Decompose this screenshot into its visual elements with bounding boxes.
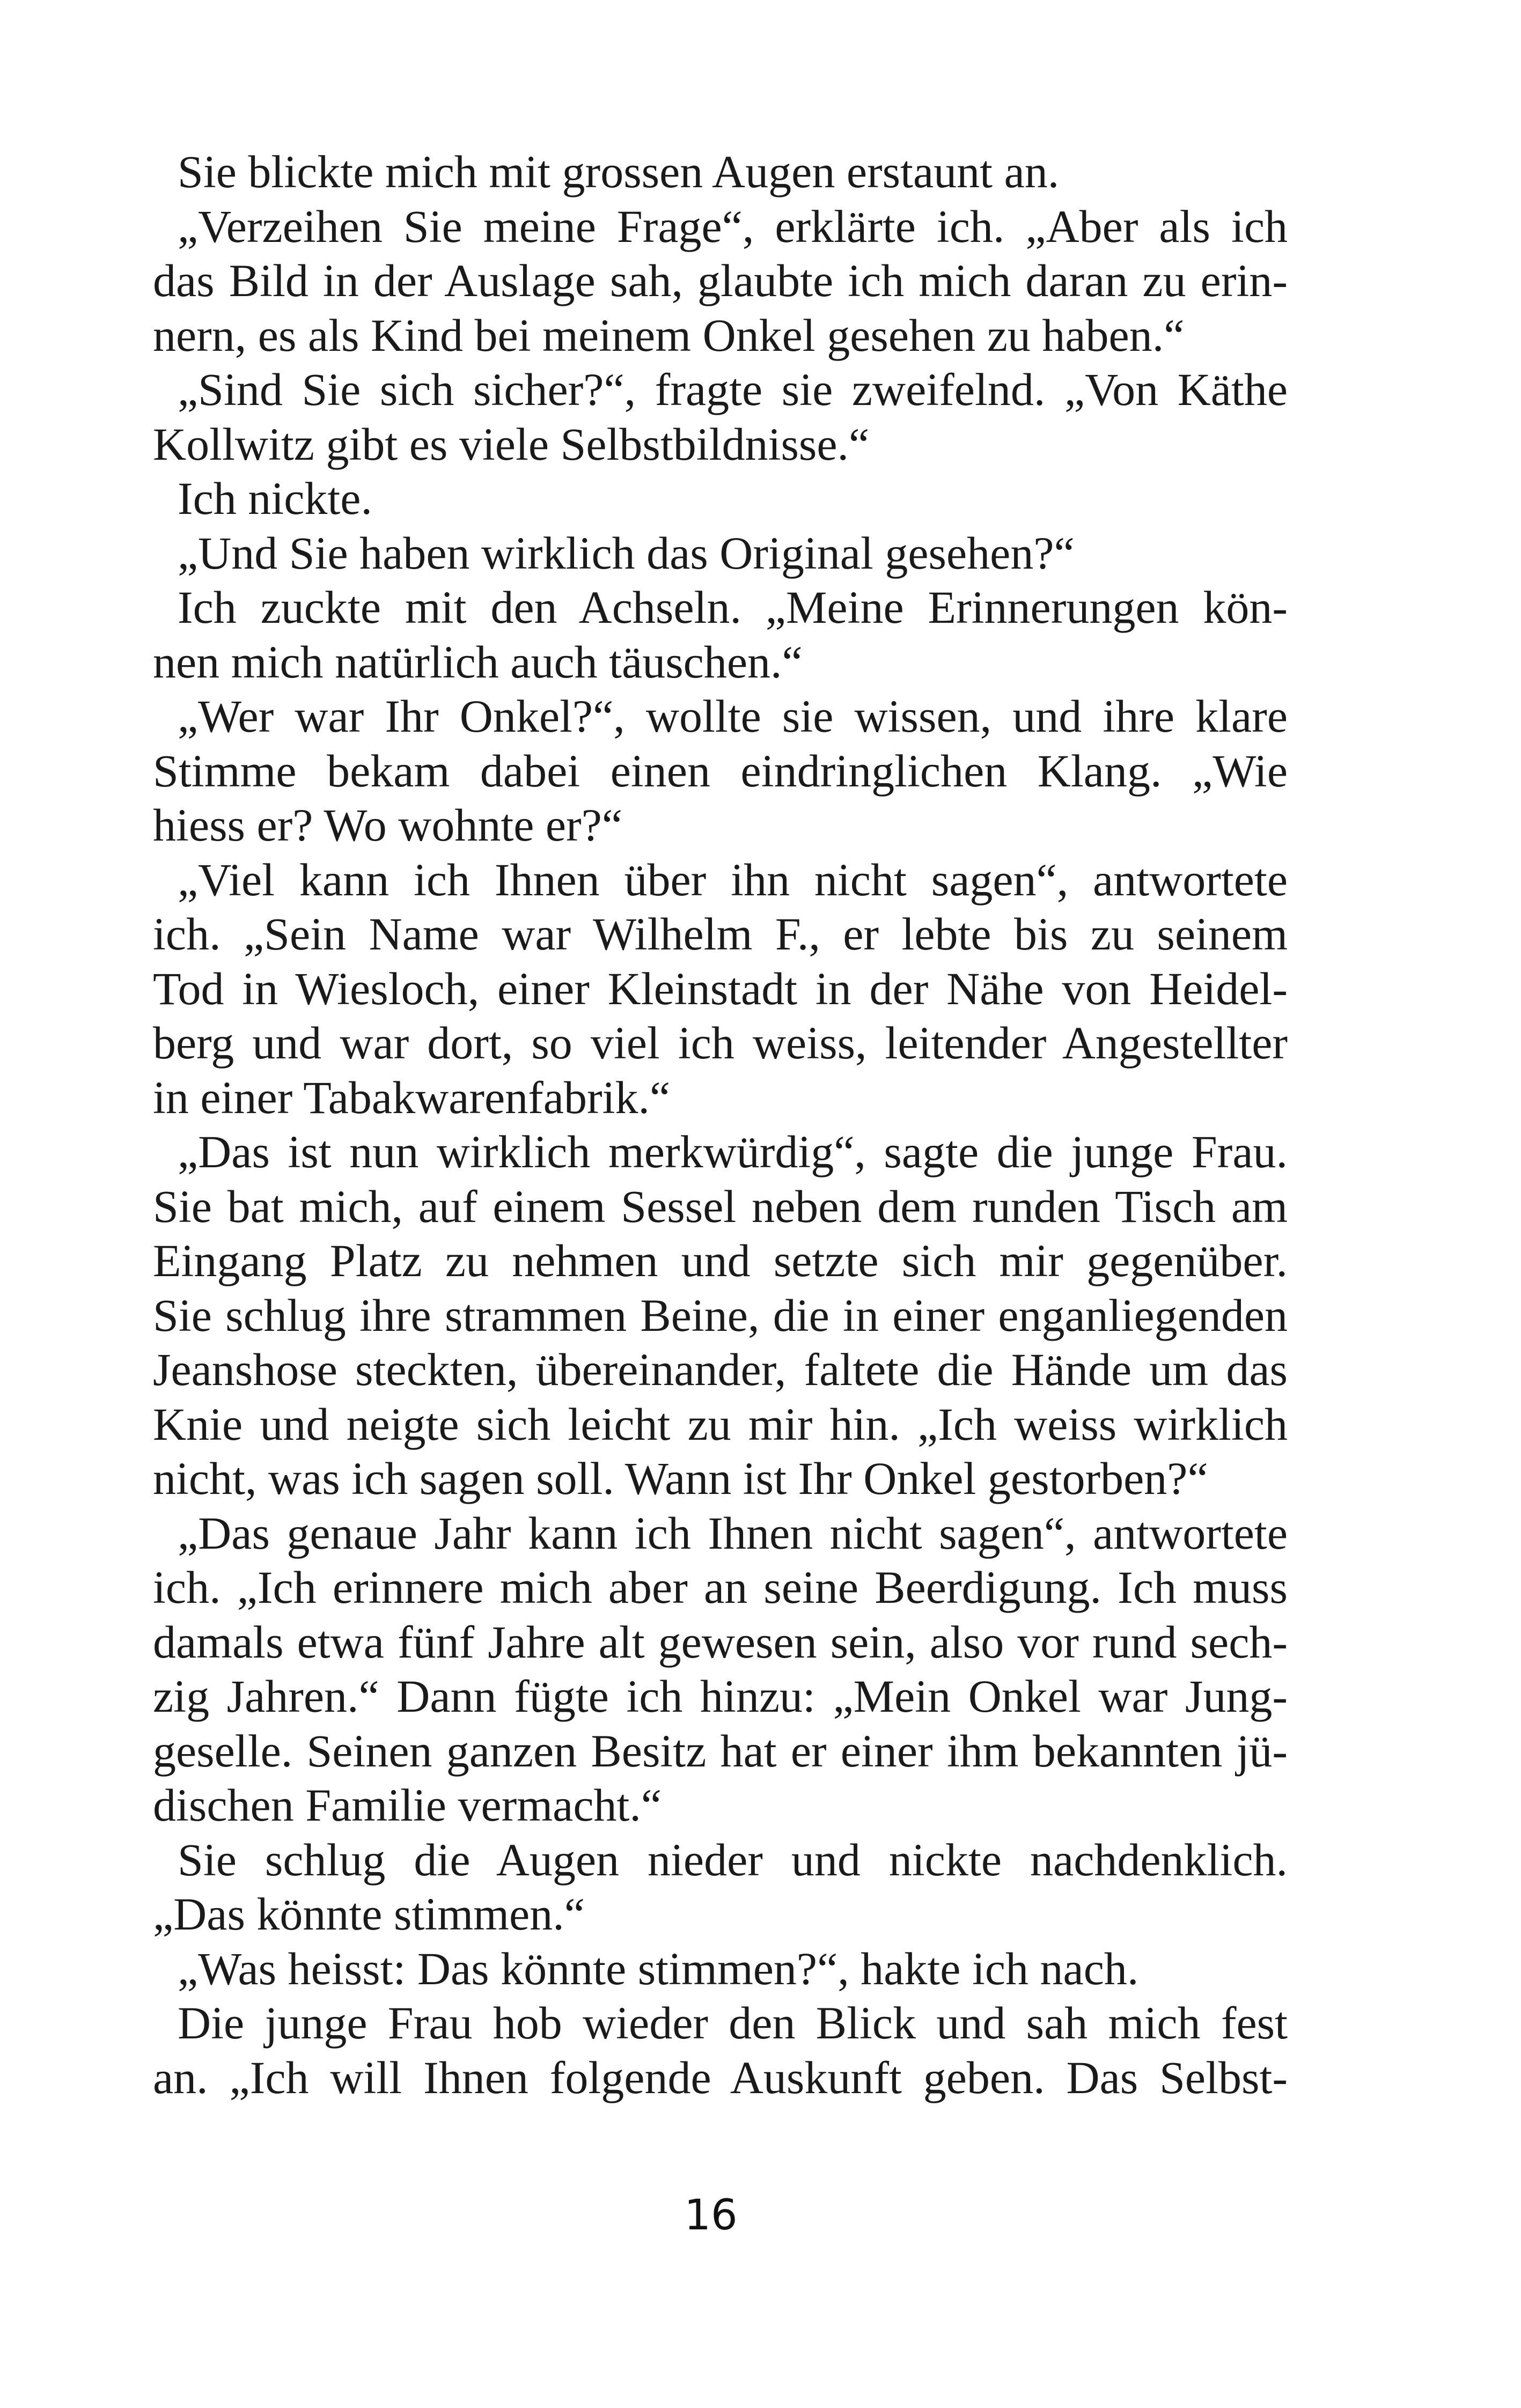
text-line: nen mich natürlich auch täuschen.“ xyxy=(153,636,803,688)
text-line: zig Jahren.“ Dann fügte ich hinzu: „Mein Onkel war Jung- xyxy=(153,1670,1288,1722)
text-line: Sie bat mich, auf einem Sessel neben dem runden Tisch am xyxy=(153,1180,1288,1232)
text-line: „Viel kann ich Ihnen über ihn nicht sagen“, antwortete xyxy=(178,853,1288,905)
text-line: „Das könnte stimmen.“ xyxy=(153,1888,585,1940)
text-line: Kollwitz gibt es viele Selbstbildnisse.“ xyxy=(153,418,870,470)
text-line: an. „Ich will Ihnen folgende Auskunft geben. Das Selbst- xyxy=(153,2051,1288,2103)
text-line: „Wer war Ihr Onkel?“, wollte sie wissen, und ihre klare xyxy=(178,690,1288,742)
text-line: Tod in Wiesloch, einer Kleinstadt in der Nähe von Heidel- xyxy=(153,962,1288,1014)
page-number: 16 xyxy=(684,2191,738,2240)
text-line: nicht, was ich sagen soll. Wann ist Ihr Onkel gestorben?“ xyxy=(153,1453,1208,1504)
text-line: damals etwa fünf Jahre alt gewesen sein, also vor rund sech- xyxy=(153,1616,1288,1668)
text-line: hiess er? Wo wohnte er?“ xyxy=(153,799,623,851)
text-line: Eingang Platz zu nehmen und setzte sich mir gegenüber. xyxy=(153,1235,1288,1286)
text-line: Ich zuckte mit den Achseln. „Meine Erinnerungen kön- xyxy=(178,581,1288,633)
text-line: Ich nickte. xyxy=(178,473,372,524)
text-line: Sie schlug die Augen nieder und nickte nachdenklich. xyxy=(178,1833,1288,1886)
text-line: dischen Familie vermacht.“ xyxy=(153,1779,662,1831)
text-line: Sie blickte mich mit grossen Augen erstaunt an. xyxy=(178,146,1060,197)
text-line: ich. „Sein Name war Wilhelm F., er lebte bis zu seinem xyxy=(153,908,1288,960)
body-text xyxy=(153,145,1288,2105)
text-line: Sie schlug ihre strammen Beine, die in einer enganliegenden xyxy=(153,1289,1288,1341)
text-line: „Sind Sie sich sicher?“, fragte sie zweifelnd. „Von Käthe xyxy=(178,364,1288,415)
text-line: „Und Sie haben wirklich das Original gesehen?“ xyxy=(178,527,1075,579)
text-line: Stimme bekam dabei einen eindringlichen Klang. „Wie xyxy=(153,745,1288,797)
text-line: das Bild in der Auslage sah, glaubte ich mich daran zu erin- xyxy=(153,255,1288,306)
text-line: geselle. Seinen ganzen Besitz hat er einer ihm bekannten jü- xyxy=(153,1725,1288,1777)
text-line: Die junge Frau hob wieder den Blick und sah mich fest xyxy=(178,1997,1288,2049)
text-line: in einer Tabakwarenfabrik.“ xyxy=(153,1071,671,1123)
text-line: Jeanshose steckten, übereinander, faltete die Hände um das xyxy=(153,1344,1288,1395)
text-line: berg und war dort, so viel ich weiss, leitender Angestellter xyxy=(153,1017,1288,1069)
text-line: ich. „Ich erinnere mich aber an seine Beerdigung. Ich muss xyxy=(153,1562,1288,1613)
text-line: „Das genaue Jahr kann ich Ihnen nicht sagen“, antwortete xyxy=(178,1507,1288,1559)
text-line: nern, es als Kind bei meinem Onkel gesehen zu haben.“ xyxy=(153,309,1185,361)
text-line: „Verzeihen Sie meine Frage“, erklärte ich. „Aber als ich xyxy=(178,200,1288,252)
text-line: Knie und neigte sich leicht zu mir hin. „Ich weiss wirklich xyxy=(153,1398,1288,1450)
text-line: „Das ist nun wirklich merkwürdig“, sagte die junge Frau. xyxy=(178,1126,1288,1177)
text-line: „Was heisst: Das könnte stimmen?“, hakte ich nach. xyxy=(178,1942,1139,1994)
